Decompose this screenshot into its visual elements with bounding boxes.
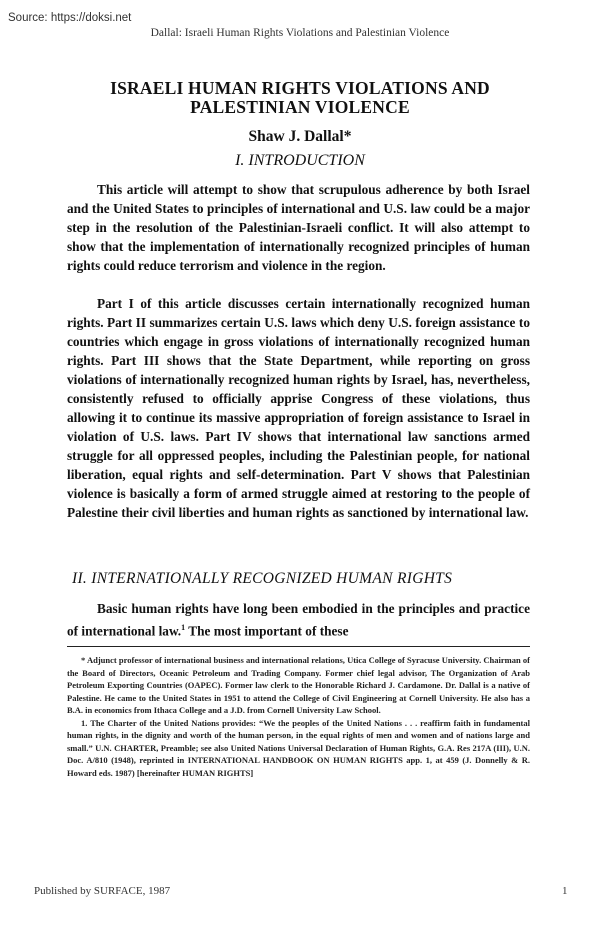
body-paragraph-3: [67, 599, 530, 640]
footnote-author: * Adjunct professor of international business and international relations, Utica College of Syracuse University. Chairman of the Board of Directors, Oceanic Petroleum and Trading Company. Former chief legal advisor, The Organization of Arab Petroleum Exporting Countries (OAPEC). Former law clerk to the Honorable Richard J. Cardamone. Dr. Dallal is a native of Palestine. He came to the United States in 1951 to attend the College of Civil Engineering at Cornell University. He also has a B.A. in economics from Ithaca College and a J.D. from Cornell University Law School.: [67, 655, 530, 715]
page-number: 1: [562, 885, 568, 897]
source-label: Source: https://doksi.net: [8, 12, 132, 24]
running-head: Dallal: Israeli Human Rights Violations and Palestinian Violence: [150, 27, 450, 39]
paragraph-text: This article will attempt to show that scrupulous adherence by both Israel and the United States to principles of international and U.S. law could be a major step in the resolution of the Palestinian-Israeli conflict. It will also attempt to show that the implementation of internationally recognized principles of human rights could reduce terrorism and violence in the region.: [67, 182, 530, 273]
article-title: ISRAELI HUMAN RIGHTS VIOLATIONS AND PALESTINIAN VIOLENCE: [110, 78, 490, 117]
body-paragraph-2: [67, 294, 530, 522]
section-heading-human-rights: II. INTERNATIONALLY RECOGNIZED HUMAN RIGHTS: [72, 570, 453, 587]
section-heading-introduction: I. INTRODUCTION: [235, 152, 365, 169]
paragraph-text-start: Basic human rights have long been embodied in the principles and practice of international law.: [67, 601, 530, 639]
paragraph-text-end: The most important of these: [185, 623, 349, 639]
footnotes: [67, 654, 530, 779]
footnote-ref-1[interactable]: 1: [181, 623, 186, 632]
publisher-footer: Published by SURFACE, 1987: [34, 885, 171, 897]
author-name: Shaw J. Dallal*: [248, 128, 352, 145]
footnote-divider: [67, 646, 530, 647]
paragraph-text: Part I of this article discusses certain internationally recognized human rights. Part II summarizes certain U.S. laws which deny U.S. foreign assistance to countries which engage in gross violations of internationally recognized human rights. Part III shows that the State Department, while reporting on gross violations of internationally recognized human rights by Israel, has, nevertheless, consistently refused to officially apprise Congress of these violations, thus allowing it to continue its massive appropriation of foreign assistance to Israel in violation of U.S. laws. Part IV shows that international law sanctions armed struggle for all oppressed peoples, including the Palestinian people, for national liberation, equal rights and self-determination. Part V shows that Palestinian violence is basically a form of armed struggle aimed at restoring to the people of Palestine their civil liberties and human rights as sanctioned by international law.: [67, 296, 530, 520]
footnote-1: 1. The Charter of the United Nations provides: “We the peoples of the United Nations . . . reaffirm faith in fundamental human rights, in the dignity and worth of the human person, in the equal rights of men and women and of nations large and small.” U.N. CHARTER, Preamble; see also United Nations Universal Declaration of Human Rights, G.A. Res 217A (III), U.N. Doc. A/810 (1948), reprinted in INTERNATIONAL HANDBOOK ON HUMAN RIGHTS app. 1, at 459 (J. Donnelly & R. Howard eds. 1987) [hereinafter HUMAN RIGHTS]: [67, 717, 530, 778]
body-paragraph-1: [67, 180, 530, 275]
paragraph-text: [67, 599, 530, 640]
